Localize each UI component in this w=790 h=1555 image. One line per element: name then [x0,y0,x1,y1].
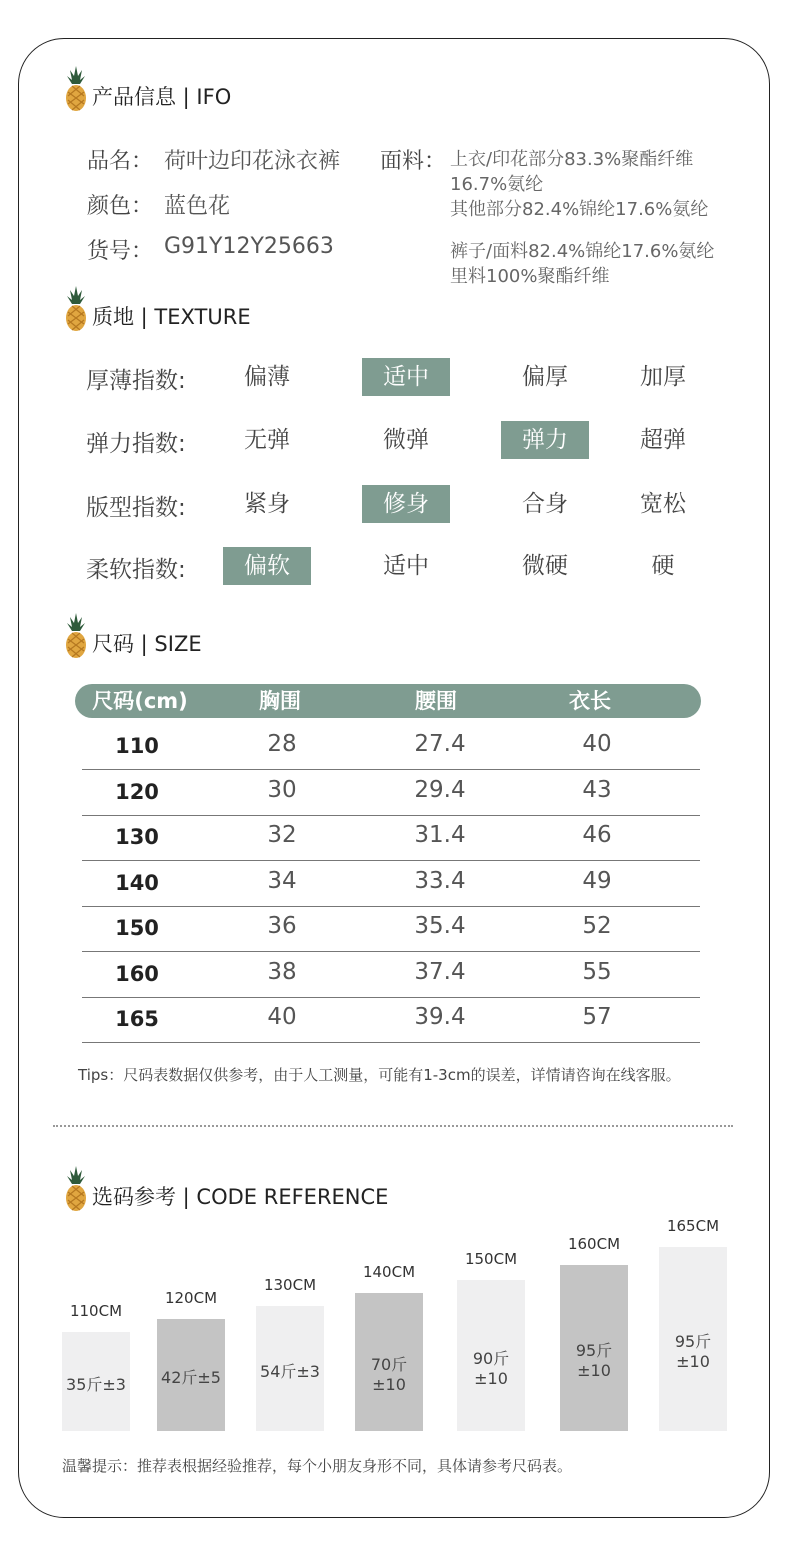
table-cell: 40 [267,1004,297,1030]
pineapple-icon [64,66,88,112]
name-label: 品名： [87,149,154,174]
sku-label: 货号： [87,239,154,264]
table-cell: 29.4 [414,776,466,803]
tips-text: Tips：尺码表数据仅供参考，由于人工测量，可能有1-3cm的误差，详情请咨询在线客服。 [78,1066,681,1084]
table-cell: 46 [582,822,612,848]
bar-size-label: 110CM [69,1302,123,1320]
table-row [82,862,700,907]
fabric-line: 裤子/面料82.4%锦纶17.6%氨纶 [450,241,715,262]
reference-bar [457,1280,525,1431]
section-title-text: 选码参考 | CODE REFERENCE [92,1185,389,1209]
texture-option: 适中 [383,553,429,579]
section-title-texture [64,286,251,332]
size-cell: 165 [115,1007,159,1031]
table-cell: 52 [582,913,612,939]
header-waist: 腰围 [415,689,457,713]
table-cell: 33.4 [414,867,466,894]
texture-option: 紧身 [244,491,290,517]
section-title-text: 尺码 | SIZE [92,632,202,656]
bar-weight-label: 35斤±3 [66,1374,126,1394]
texture-option: 超弹 [640,427,686,453]
name-value: 荷叶边印花泳衣裤 [164,149,341,174]
bar-weight-label: 95斤±10 [674,1332,712,1371]
section-title-info [64,66,231,112]
bar-weight-label: 42斤±5 [161,1368,221,1387]
bar-weight-label: 54斤±3 [260,1361,320,1381]
table-cell: 31.4 [414,822,466,848]
size-cell: 130 [115,825,159,849]
size-cell: 160 [115,961,159,986]
reference-bar [62,1332,130,1431]
table-cell: 43 [582,776,612,803]
reference-bar [157,1319,225,1431]
table-row [82,998,700,1043]
section-title-text: 产品信息 | IFO [92,85,232,109]
table-row [82,953,700,998]
table-cell: 36 [267,913,297,939]
pineapple-icon [64,286,88,332]
bar-size-label: 130CM [263,1276,317,1294]
header-chest: 胸围 [259,689,301,713]
fabric-line: 其他部分82.4%锦纶17.6%氨纶 [450,199,709,220]
table-cell: 39.4 [414,1004,466,1030]
table-cell: 49 [582,867,612,894]
bar-size-label: 140CM [362,1263,416,1281]
table-row [82,907,700,952]
size-cell: 150 [115,916,159,940]
texture-option: 微弹 [383,427,429,453]
table-cell: 35.4 [414,913,466,939]
table-cell: 55 [582,958,612,985]
bar-size-label: 165CM [666,1217,720,1235]
section-title-text: 质地 | TEXTURE [92,305,251,329]
texture-option-selected: 弹力 [501,421,589,459]
bar-weight-label: 90斤±10 [472,1348,510,1388]
table-row [82,725,700,770]
fabric-line: 16.7%氨纶 [450,174,544,195]
fabric-label: 面料： [380,149,447,174]
size-table-header [75,684,701,718]
section-title-code [64,1166,388,1212]
color-label: 颜色： [87,194,154,219]
section-title-size [64,613,202,659]
table-cell: 28 [267,731,297,757]
texture-label: 厚薄指数: [86,368,186,394]
texture-option: 偏薄 [244,364,290,390]
texture-label: 版型指数: [86,495,186,521]
bar-size-label: 160CM [567,1235,621,1253]
texture-option-selected: 偏软 [223,547,311,585]
texture-option: 硬 [651,553,675,579]
reference-bar [560,1265,628,1431]
fabric-line: 里料100%聚酯纤维 [450,266,610,287]
warm-tip-text: 温馨提示：推荐表根据经验推荐，每个小朋友身形不同，具体请参考尺码表。 [62,1457,573,1475]
bar-weight-label: 70斤±10 [370,1355,408,1394]
size-cell: 120 [115,779,159,804]
texture-label: 柔软指数: [86,557,186,583]
fabric-line: 上衣/印花部分83.3%聚酯纤维 [450,149,694,170]
bar-size-label: 120CM [164,1289,218,1307]
texture-option: 宽松 [640,491,686,517]
texture-option: 无弹 [244,427,290,453]
texture-label: 弹力指数: [86,431,186,457]
header-size: 尺码(cm) [92,689,188,713]
table-cell: 27.4 [414,731,466,757]
table-cell: 32 [267,822,297,848]
color-value: 蓝色花 [164,194,231,219]
reference-bar [256,1306,324,1431]
table-row [82,771,700,816]
table-cell: 34 [267,867,297,894]
texture-option: 偏厚 [522,364,568,390]
texture-option: 合身 [522,491,568,517]
header-length: 衣长 [569,689,611,713]
sku-value: G91Y12Y25663 [164,234,334,259]
dotted-divider [53,1125,733,1127]
size-cell: 140 [115,870,159,895]
texture-option-selected: 修身 [362,485,450,523]
bar-weight-label: 95斤±10 [575,1341,613,1380]
reference-bar [355,1293,423,1431]
pineapple-icon [64,1166,88,1212]
texture-option: 微硬 [522,553,568,579]
table-cell: 37.4 [414,958,466,985]
table-cell: 38 [267,958,297,985]
reference-bar [659,1247,727,1431]
size-cell: 110 [115,734,159,758]
table-cell: 57 [582,1004,612,1030]
texture-option: 加厚 [640,364,686,390]
table-cell: 40 [582,731,612,757]
pineapple-icon [64,613,88,659]
table-cell: 30 [267,776,297,803]
texture-option-selected: 适中 [362,358,450,396]
bar-size-label: 150CM [464,1250,518,1268]
table-row [82,816,700,861]
